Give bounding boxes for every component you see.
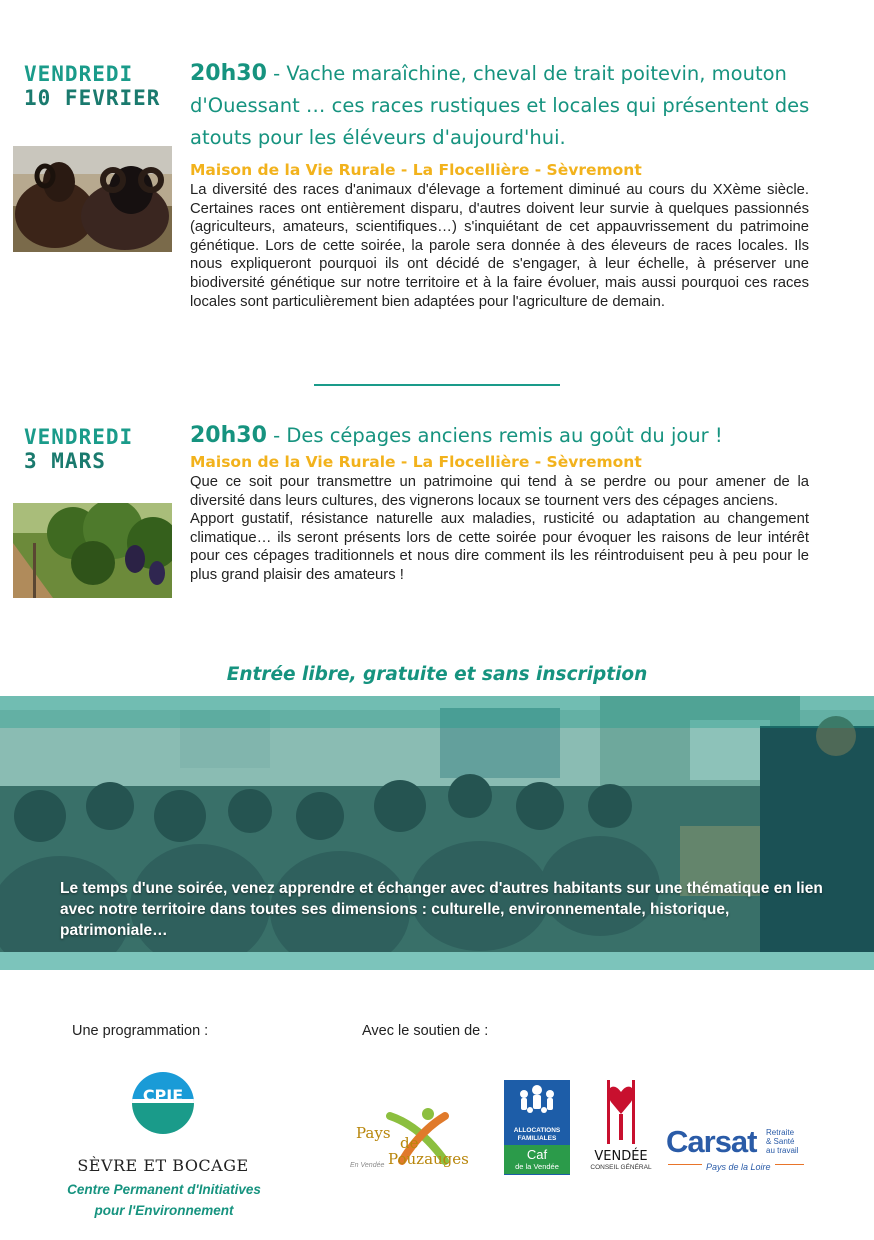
pays-line1: Pays [356, 1124, 391, 1142]
carsat-logo [664, 1120, 814, 1180]
cpie-subtitle [44, 1179, 284, 1221]
section-divider [314, 384, 560, 386]
cpie-subtitle-line1: Centre Permanent d'Initiatives [67, 1182, 261, 1197]
event2-title [190, 420, 830, 452]
pays-de-pouzauges-logo [350, 1106, 485, 1176]
cpie-logo-text: CPIE [142, 1086, 184, 1105]
cpie-name: SÈVRE ET BOCAGE [77, 1156, 249, 1175]
event1-title-text: - Vache maraîchine, cheval de trait poitevin, mouton d'Ouessant … ces races rustiques et locales qui présentent des atouts pour les éléveurs d'aujourd'hui. [190, 62, 810, 149]
caf-top: ALLOCATIONS FAMILIALES [513, 1127, 561, 1142]
pays-line2: de [400, 1134, 419, 1152]
cpie-logo [131, 1071, 195, 1135]
vendee-logo [590, 1080, 652, 1180]
pays-line3: Pouzauges [388, 1150, 469, 1168]
event1-description [190, 181, 809, 311]
carsat-tag1: Retraite [766, 1128, 795, 1137]
event2-title-text: - Des cépages anciens remis au goût du jour ! [266, 424, 723, 447]
event1-venue: Maison de la Vie Rurale - La Flocellière - Sèvremont [190, 161, 642, 179]
event2-time: 20h30 [190, 423, 267, 448]
vendee-heart-icon [601, 1080, 641, 1144]
carsat-tagline [766, 1128, 798, 1155]
free-entry-notice: Entrée libre, gratuite et sans inscription [226, 664, 648, 685]
event1-title [190, 58, 830, 154]
caf-name: Caf [526, 1147, 548, 1162]
caf-family-icon [504, 1080, 570, 1122]
event2-day: VENDREDI [24, 425, 134, 449]
event2-day-date: 3 MARS [24, 449, 106, 473]
carsat-tag2: & Santé [766, 1137, 795, 1146]
vineyard-photo [13, 503, 172, 598]
event2-paragraph-2: Apport gustatif, résistance naturelle aux maladies, rusticité ou adaptation au changement climatique… ils seront présents lors de cette soirée pour évoquer les raisons de leur intérêt pour ces cépages traditionnels et nous dire comment ils les réintroduisent peu à peu pour le plus grand plaisir des amateurs ! [190, 511, 809, 583]
event1-paragraph: La diversité des races d'animaux d'élevage a fortement diminué au cours du XXème siècle. Certaines races ont entièrement disparu, d'autres doivent leur survie à quelques passionnés (agriculteurs, amateurs, scientifiques…) s'inquiétant de cet appauvrissement du patrimoine génétique. Lors de cette soirée, la parole sera donnée à des éleveurs de races locales. Ils nous expliqueront pourquoi ils ont décidé de s'engager, à leur échelle, à préserver une biodiversité génétique sur notre territoire et à la faire évoluer, mais aussi pourquoi ces races locales sont particulièrement bien adaptées pour l'agriculture de demain. [190, 182, 809, 310]
caf-logo [504, 1080, 570, 1175]
carsat-tag3: au travail [766, 1146, 799, 1155]
event1-time: 20h30 [190, 61, 267, 86]
carsat-name: Carsat [666, 1124, 757, 1159]
programmation-label: Une programmation : [72, 1023, 209, 1039]
vendee-sub: CONSEIL GÉNÉRAL [590, 1164, 652, 1171]
event2-paragraph-1: Que ce soit pour transmettre un patrimoine qui tend à se perdre ou pour amener de la diversité dans leurs cultures, des vignerons locaux se tournent vers des cépages anciens. [190, 474, 809, 509]
event2-date [24, 425, 133, 473]
event1-day: VENDREDI [24, 62, 134, 86]
pays-small: En Vendée [350, 1162, 385, 1169]
soutien-label: Avec le soutien de : [362, 1023, 489, 1039]
event1-date [24, 62, 160, 110]
band-caption: Le temps d'une soirée, venez apprendre et échanger avec d'autres habitants sur une thématique en lien avec notre territoire dans toutes ses dimensions : culturelle, environnementale, historique, patrimoniale… [60, 880, 823, 939]
carsat-region: Pays de la Loire [702, 1162, 775, 1172]
event2-venue: Maison de la Vie Rurale - La Flocellière - Sèvremont [190, 453, 642, 471]
sheep-photo [13, 146, 172, 252]
cpie-subtitle-line2: pour l'Environnement [94, 1203, 234, 1218]
caf-sub: de la Vendée [515, 1162, 559, 1171]
vendee-name: VENDÉE [594, 1149, 648, 1164]
event1-day-date: 10 FEVRIER [24, 86, 161, 110]
event2-description [190, 473, 809, 585]
